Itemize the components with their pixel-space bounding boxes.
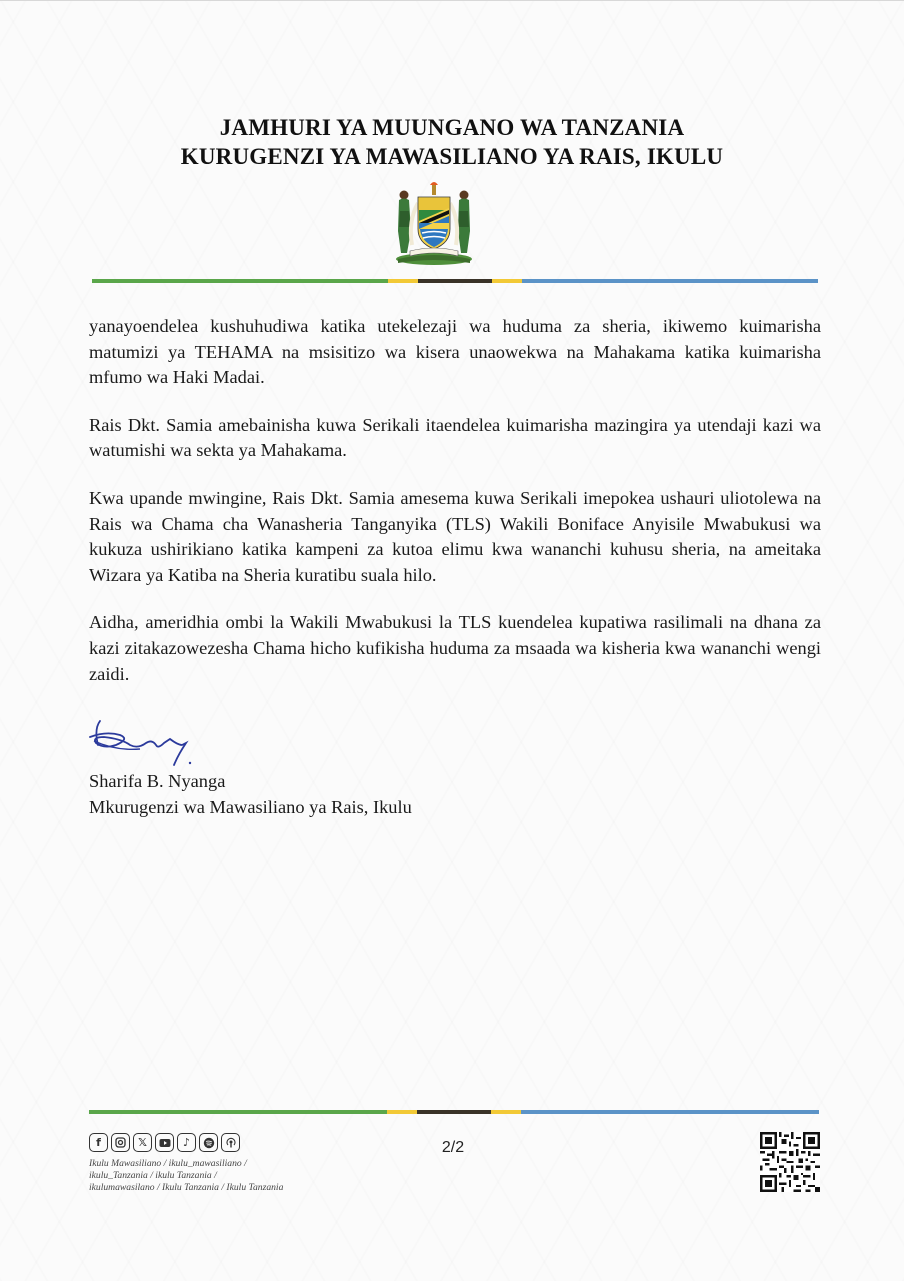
letter-body [89,314,821,709]
social-handles [89,1158,309,1194]
x-icon: 𝕏 [133,1133,152,1152]
page-number: 2/2 [441,1139,465,1156]
youtube-icon [155,1133,174,1152]
body-paragraph-3: Kwa upande mwingine, Rais Dkt. Samia amesema kuwa Serikali imepokea ushauri uliotolewa na Rais wa Chama cha Wanasheria Tanganyika (TLS) Wakili Boniface Anyisile Mwabukusi wa kukuza ushirikiano katika kampeni za kutoa elimu kwa wananchi kuhusu sheria, na ameitaka Wizara ya Katiba na Sheria kuratibu suala hilo. [89,487,821,585]
letterhead [0,113,904,171]
header-divider-stripe [92,279,818,283]
instagram-icon [111,1133,130,1152]
letterhead-line-1: JAMHURI YA MUUNGANO WA TANZANIA [219,115,685,140]
body-paragraph-2: Rais Dkt. Samia amebainisha kuwa Serikali itaendelea kuimarisha mazingira ya utendaji kazi wa watumishi wa sekta ya Mahakama. [89,414,821,461]
signatory-name: Sharifa B. Nyanga [89,771,226,791]
social-handles-line-2: ikulu_Tanzania / ikulu Tanzania / [89,1170,217,1181]
social-handles-line-3: ikulumawasilano / Ikulu Tanzania / Ikulu Tanzania [89,1182,284,1193]
spotify-icon [199,1133,218,1152]
podcast-icon [221,1133,240,1152]
signatory-title: Mkurugenzi wa Mawasiliano ya Rais, Ikulu [89,797,412,817]
body-paragraph-1: yanayoendelea kushuhudiwa katika utekelezaji wa huduma za sheria, ikiwemo kuimarisha matumizi ya TEHAMA na msisitizo wa kisera unaowekwa na Mahakama katika kuimarisha mfumo wa Haki Madai. [89,316,821,388]
qr-code-icon [760,1132,820,1192]
coat-of-arms-icon [392,181,476,267]
social-icons [89,1133,240,1152]
body-paragraph-4: Aidha, ameridhia ombi la Wakili Mwabukusi la TLS kuendelea kupatiwa rasilimali na dhana za kazi zitakazowezesha Chama hicho kufikisha huduma za msaada wa kisheria kwa wananchi wengi zaidi. [89,612,821,684]
letterhead-line-2: KURUGENZI YA MAWASILIANO YA RAIS, IKULU [180,144,724,169]
social-handles-line-1: Ikulu Mawasiliano / ikulu_mawasiliano / [89,1158,247,1169]
handwritten-signature [86,715,196,767]
tiktok-icon: ♪ [177,1133,196,1152]
footer-divider-stripe [89,1110,821,1114]
facebook-icon: f [89,1133,108,1152]
